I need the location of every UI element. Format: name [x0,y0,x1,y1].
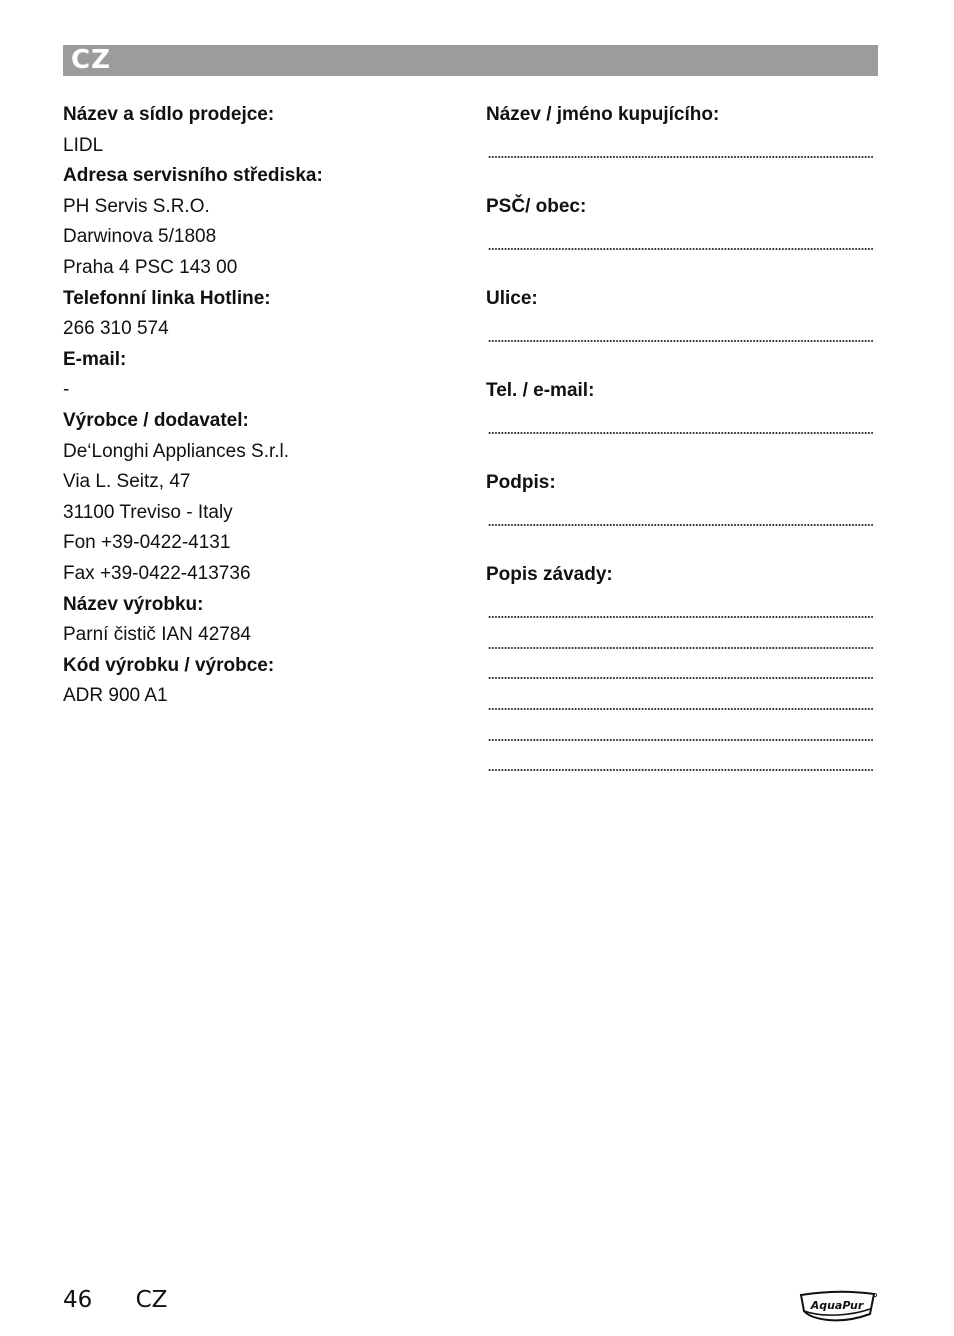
dotted-fill-line[interactable] [486,621,878,652]
buyer-field-label: Ulice: [486,288,538,309]
dotted-fill-line[interactable] [486,223,878,254]
buyer-field [486,192,878,284]
seller-field-label: Adresa servisního střediska: [63,165,323,187]
seller-info-column [63,100,463,712]
header-language-code: CZ [71,45,111,75]
seller-field-value: PH Servis S.R.O. [63,195,210,217]
buyer-field-label: PSČ/ obec: [486,196,587,217]
seller-field-value: - [63,379,70,401]
buyer-field [486,284,878,376]
seller-field-label: E-mail: [63,348,127,370]
seller-field-value: Praha 4 PSC 143 00 [63,256,238,278]
dotted-fill-line[interactable] [486,407,878,438]
buyer-field-label: Popis závady: [486,564,613,585]
dotted-fill-line[interactable] [486,315,878,346]
language-header-bar [63,45,878,76]
seller-field-value: ADR 900 A1 [63,685,168,707]
dotted-fill-line[interactable] [486,713,878,744]
footer-language-code: CZ [135,1287,168,1313]
page-footer [63,1285,167,1315]
seller-field-value: De‘Longhi Appliances S.r.l. [63,440,290,462]
aquapur-logo [798,1287,880,1323]
seller-field-value: Fon +39-0422-4131 [63,532,231,554]
page-number: 46 [63,1287,93,1313]
buyer-form-column [486,100,878,652]
seller-field-value: Fax +39-0422-413736 [63,562,251,584]
seller-field-value: Parní čistič IAN 42784 [63,624,251,646]
seller-field-label: Telefonní linka Hotline: [63,287,271,309]
dotted-fill-line[interactable] [486,744,878,775]
seller-field-value: Darwinova 5/1808 [63,226,217,248]
seller-field-label: Název a sídlo prodejce: [63,104,275,125]
seller-field-label: Kód výrobku / výrobce: [63,654,275,676]
dotted-fill-line[interactable] [486,652,878,683]
buyer-field [486,560,878,652]
buyer-field-label: Podpis: [486,472,556,493]
buyer-field [486,468,878,560]
dotted-fill-line[interactable] [486,591,878,622]
dotted-fill-line[interactable] [486,499,878,530]
logo-text: AquaPur [810,1299,864,1312]
dotted-fill-line[interactable] [486,682,878,713]
seller-field-label: Název výrobku: [63,593,204,615]
buyer-field-label: Název / jméno kupujícího: [486,104,720,125]
seller-field-value: 31100 Treviso - Italy [63,501,233,523]
seller-field-label: Výrobce / dodavatel: [63,409,249,431]
buyer-field-label: Tel. / e-mail: [486,380,595,401]
dotted-fill-line[interactable] [486,131,878,162]
seller-field-value: Via L. Seitz, 47 [63,471,191,493]
seller-field-value: LIDL [63,134,104,156]
buyer-field [486,376,878,468]
seller-field-value: 266 310 574 [63,318,169,340]
buyer-field [486,100,878,192]
